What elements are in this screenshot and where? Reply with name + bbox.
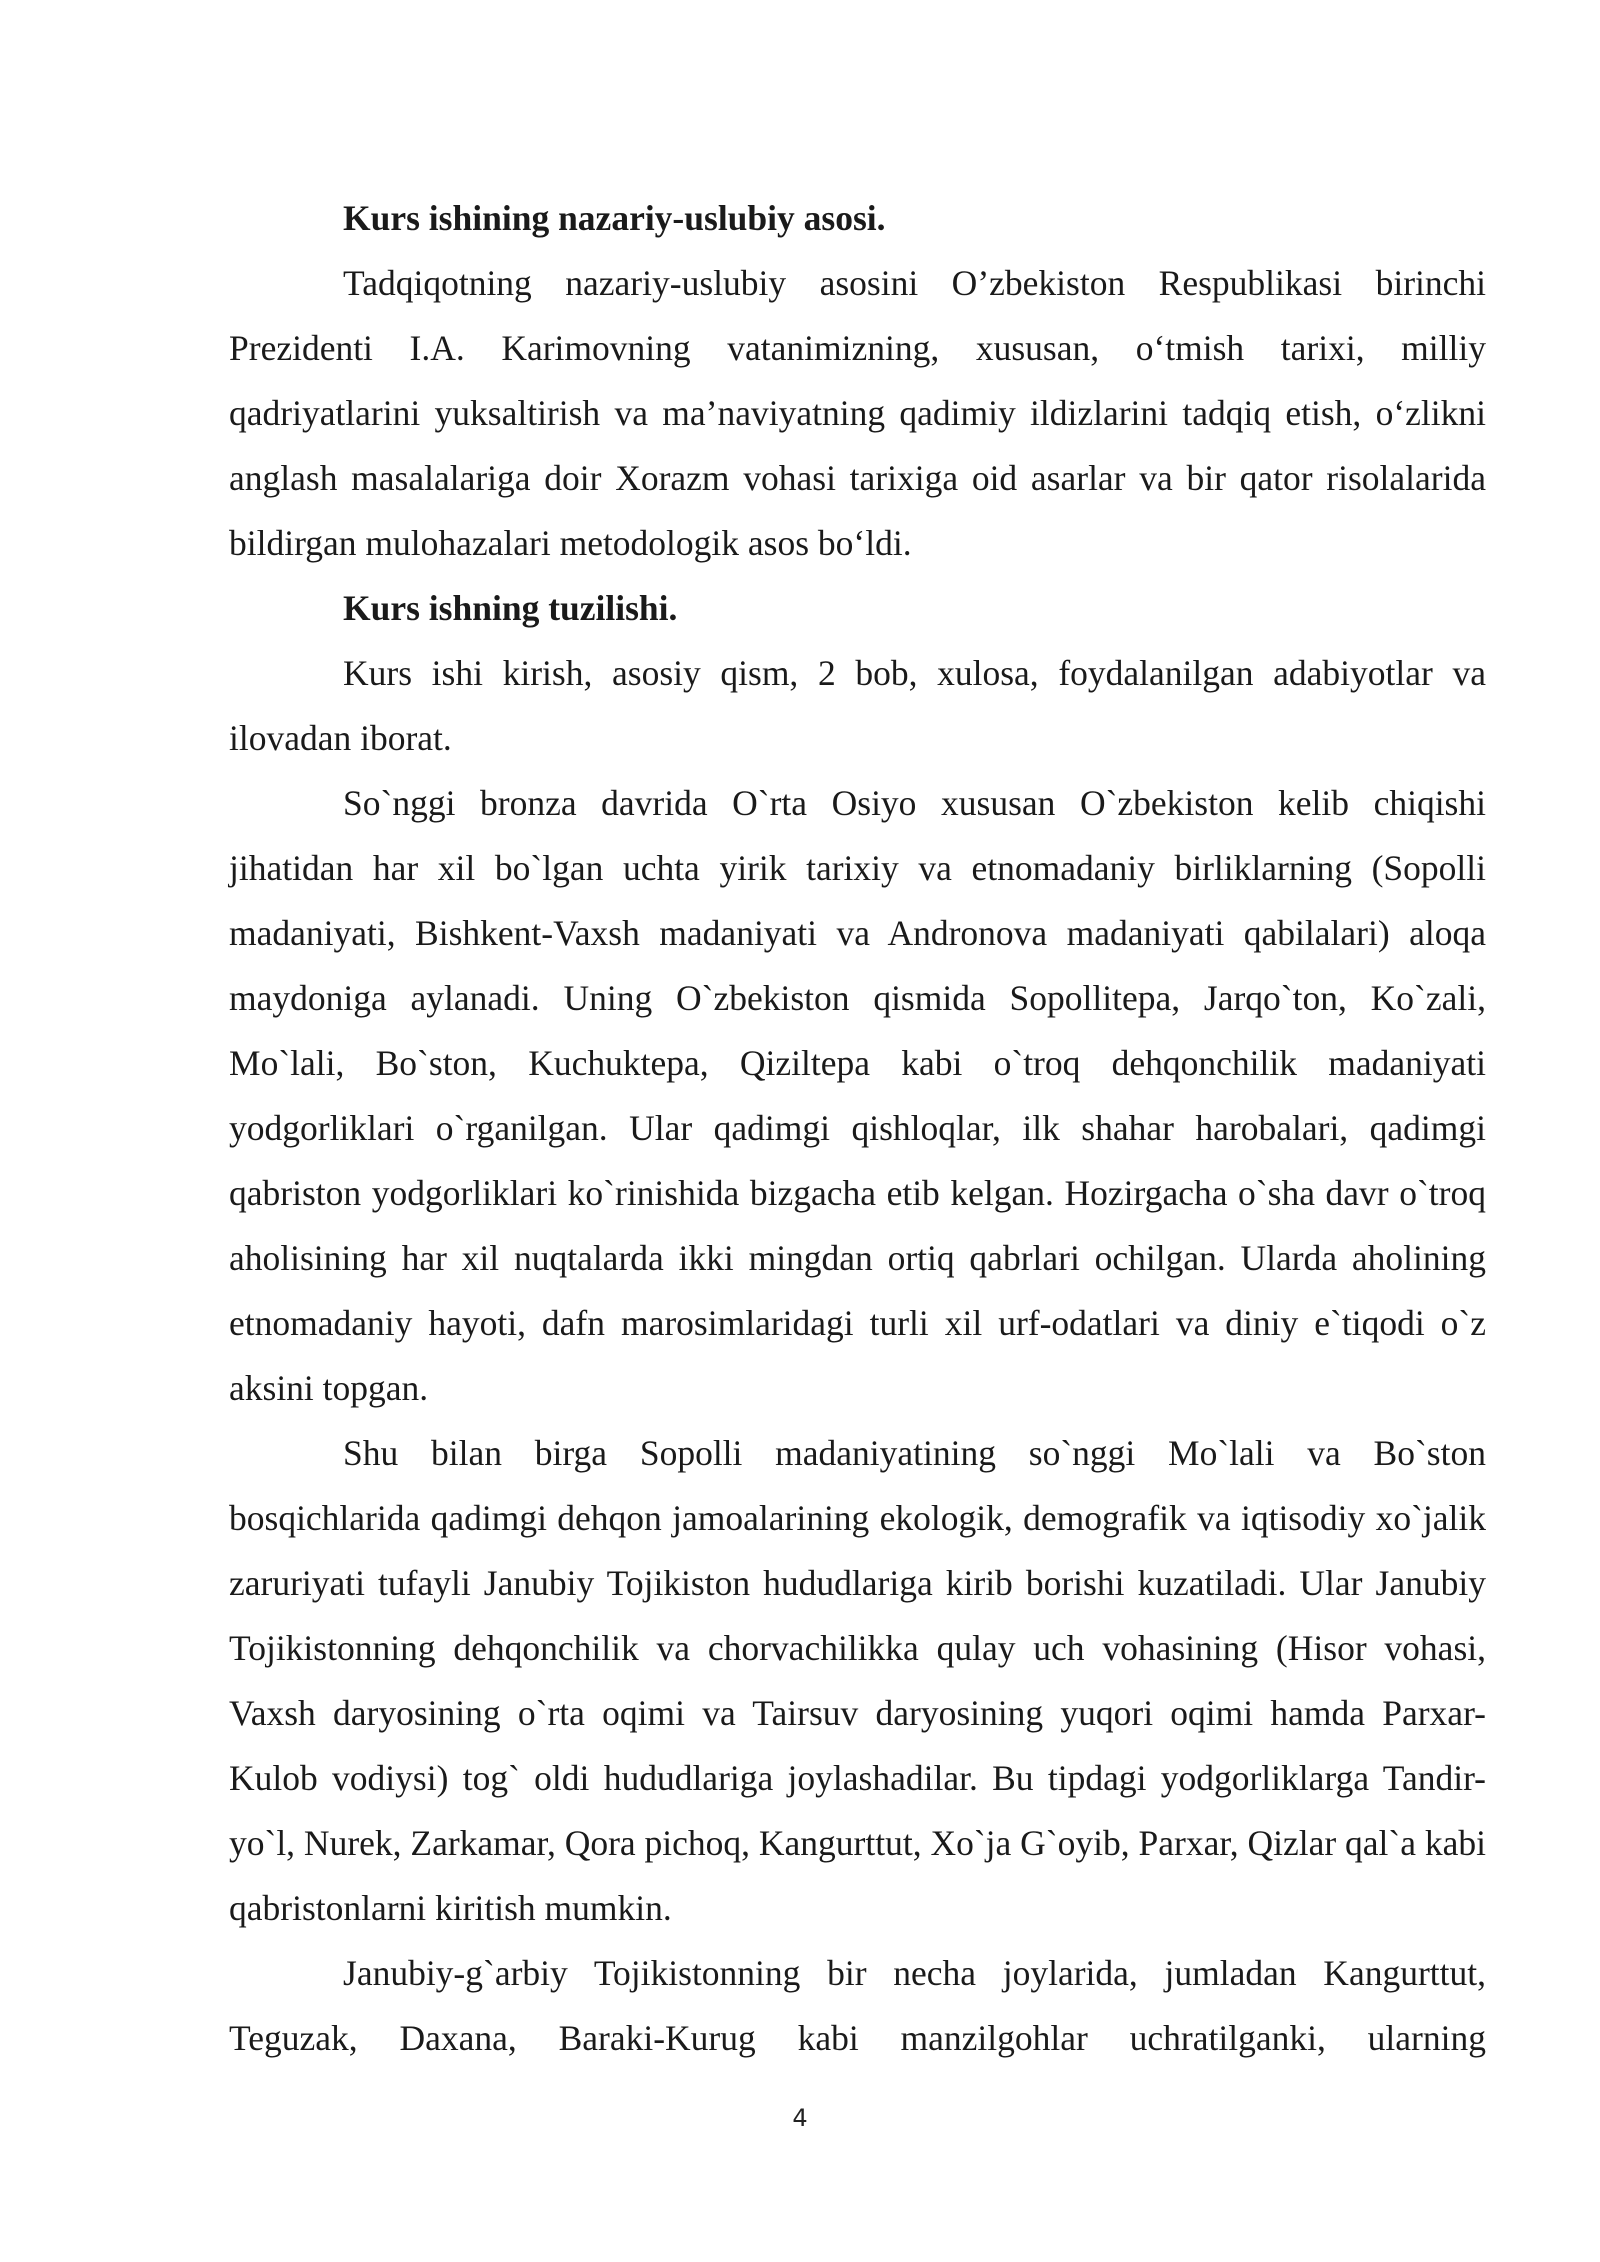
page-number: 4: [792, 2104, 808, 2132]
page-body: [229, 186, 1486, 2071]
paragraph-structure: Kurs ishi kirish, asosiy qism, 2 bob, xulosa, foydalanilgan adabiyotlar va ilovadan iborat.: [229, 653, 1486, 758]
paragraph-sopolli-culture: Shu bilan birga Sopolli madaniyatining so`nggi Mo`lali va Bo`ston bosqichlarida qadimgi dehqon jamoalarining ekologik, demografik va iqtisodiy xo`jalik zaruriyati tufayli Janubiy Tojikiston hududlariga kirib borishi kuzatiladi. Ular Janubiy Tojikistonning dehqonchilik va chorvachilikka qulay uch vohasining (Hisor vohasi, Vaxsh daryosining o`rta oqimi va Tairsuv daryosining yuqori oqimi hamda Parxar-Kulob vodiysi) tog` oldi hududlariga joylashadilar. Bu tipdagi yodgorliklarga Tandir-yo`l, Nurek, Zarkamar, Qora pichoq, Kangurttut, Xo`ja G`oyib, Parxar, Qizlar qal`a kabi qabristonlarni kiritish mumkin.: [229, 1433, 1486, 1928]
section-heading-theoretical-basis: Kurs ishining nazariy-uslubiy asosi.: [343, 198, 886, 238]
paragraph-bronze-age: So`nggi bronza davrida O`rta Osiyo xususan O`zbekiston kelib chiqishi jihatidan har xil bo`lgan uchta yirik tarixiy va etnomadaniy birliklarning (Sopolli madaniyati, Bishkent-Vaxsh madaniyati va Andronova madaniyati qabilalari) aloqa maydoniga aylanadi. Uning O`zbekiston qismida Sopollitepa, Jarqo`ton, Ko`zali, Mo`lali, Bo`ston, Kuchuktepa, Qiziltepa kabi o`troq dehqonchilik madaniyati yodgorliklari o`rganilgan. Ular qadimgi qishloqlar, ilk shahar harobalari, qadimgi qabriston yodgorliklari ko`rinishida bizgacha etib kelgan. Hozirgacha o`sha davr o`troq aholisining har xil nuqtalarda ikki mingdan ortiq qabrlari ochilgan. Ularda aholining etnomadaniy hayoti, dafn marosimlaridagi turli xil urf-odatlari va diniy e`tiqodi o`z aksini topgan.: [229, 783, 1486, 1408]
paragraph-theoretical-basis: Tadqiqotning nazariy-uslubiy asosini O’zbekiston Respublikasi birinchi Prezidenti I.A. Karimovning vatanimizning, xususan, o‘tmish tarixi, milliy qadriyatlarini yuksaltirish va ma’naviyatning qadimiy ildizlarini tadqiq etish, o‘zlikni anglash masalalariga doir Xorazm vohasi tarixiga oid asarlar va bir qator risolalarida bildirgan mulohazalari metodologik asos bo‘ldi.: [229, 263, 1486, 563]
section-heading-structure: Kurs ishning tuzilishi.: [343, 588, 678, 628]
paragraph-southwest-tajikistan: Janubiy-g`arbiy Tojikistonning bir necha joylarida, jumladan Kangurttut, Teguzak, Daxana, Baraki-Kurug kabi manzilgohlar uchratilganki, ularning: [229, 1953, 1486, 2058]
